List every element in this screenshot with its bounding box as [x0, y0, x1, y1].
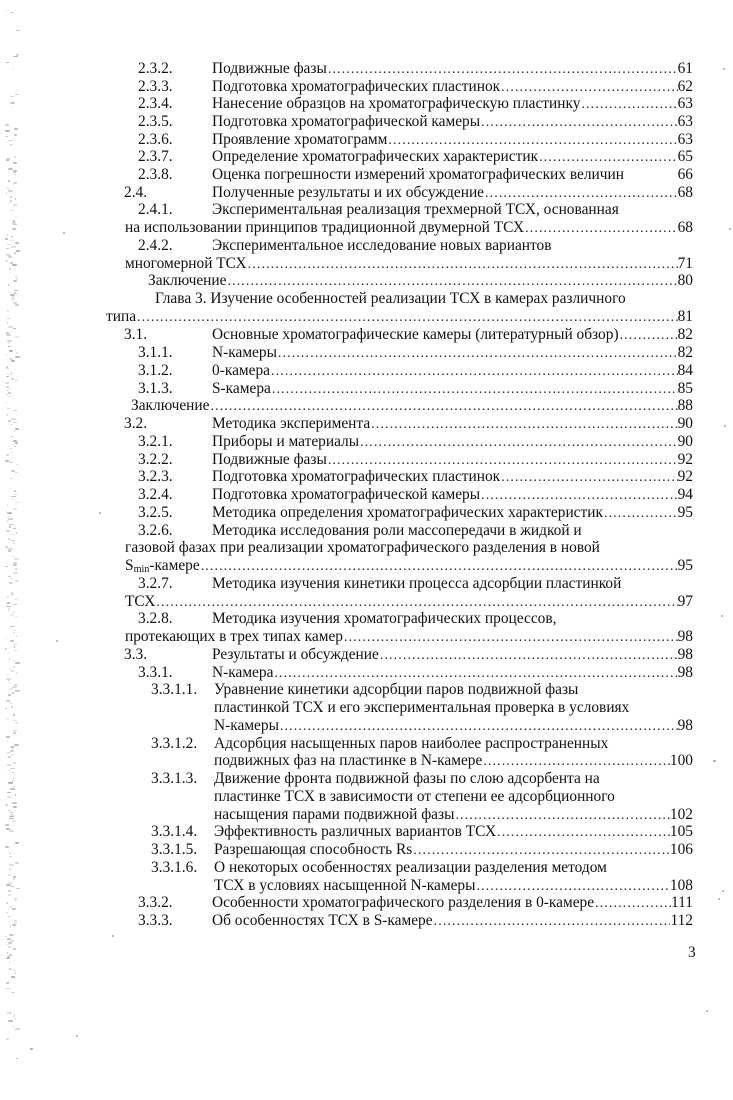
- toc-entry-page: 80: [677, 272, 693, 289]
- toc-entry-number: 3.3.1.4.: [151, 823, 198, 840]
- toc-entry[interactable]: [214, 752, 693, 771]
- toc-entry[interactable]: [212, 451, 693, 470]
- toc-entry-title: Экспериментальная реализация трехмерной ТСХ, основанная: [212, 201, 619, 218]
- toc-entry-title: Заключение: [131, 397, 210, 414]
- leader-dots: [271, 363, 678, 381]
- toc-entry[interactable]: [125, 219, 693, 238]
- toc-entry-number: 3.3.1.3.: [151, 770, 198, 787]
- toc-entry[interactable]: [212, 326, 693, 345]
- toc-entry[interactable]: [214, 859, 693, 877]
- toc-entry-title: Об особенностях ТСХ в S-камере: [212, 912, 433, 929]
- toc-entry-page: 100: [669, 752, 693, 769]
- toc-entry-title: Методика определения хроматографических характеристик: [212, 504, 603, 521]
- toc-entry-title: Подготовка хроматографической камеры: [212, 486, 481, 503]
- toc-entry-page: 63: [677, 113, 693, 130]
- toc-entry-title: Подготовка хроматографических пластинок: [212, 78, 501, 95]
- toc-entry[interactable]: [212, 433, 693, 452]
- toc-entry-number: 2.3.8.: [138, 166, 173, 183]
- toc-entry-page: 98: [677, 717, 693, 734]
- toc-entry[interactable]: [212, 415, 693, 434]
- toc-entry-number: 2.3.7.: [138, 148, 173, 165]
- toc-entry[interactable]: [212, 113, 693, 132]
- toc-entry[interactable]: [212, 522, 693, 540]
- toc-entry[interactable]: [125, 628, 693, 647]
- toc-entry-page: 62: [677, 78, 693, 95]
- toc-entry-number: 3.2.6.: [138, 522, 173, 539]
- toc-entry-number: 3.2.1.: [138, 433, 173, 450]
- toc-entry-page: 111: [671, 894, 693, 911]
- toc-entry-page: 85: [677, 380, 693, 397]
- toc-entry[interactable]: [214, 788, 693, 806]
- toc-entry-page: 82: [677, 326, 693, 343]
- toc-entry[interactable]: [212, 362, 693, 381]
- toc-entry-title: насыщения парами подвижной фазы: [214, 806, 455, 823]
- toc-entry[interactable]: [212, 912, 693, 931]
- toc-entry-page: 84: [677, 362, 693, 379]
- leader-dots: [595, 895, 671, 913]
- toc-entry-page: 95: [677, 504, 693, 521]
- toc-entry-number: 3.3.3.: [138, 912, 173, 929]
- toc-entry-title: Приборы и материалы: [212, 433, 360, 450]
- toc-entry-page: 88: [677, 397, 693, 414]
- toc-entry-title: Разрешающая способность Rs: [214, 841, 413, 858]
- toc-entry-title: типа: [106, 308, 137, 325]
- leader-dots: [360, 434, 678, 452]
- toc-entry-number: 3.3.1.5.: [151, 841, 198, 858]
- toc-entry-title: газовой фазах при реализации хроматографического разделения в новой: [125, 539, 600, 556]
- toc-entry-number: 2.3.3.: [138, 78, 173, 95]
- toc-entry[interactable]: [212, 610, 693, 628]
- toc-entry-page: 71: [677, 255, 693, 272]
- toc-entry-title: пластинке ТСХ в зависимости от степени ее адсорбционного: [214, 788, 615, 805]
- toc-entry[interactable]: [214, 877, 693, 896]
- toc-entry-number: 3.1.1.: [138, 344, 173, 361]
- toc-entry[interactable]: [212, 380, 693, 399]
- toc-entry-title: Подвижные фазы: [212, 451, 327, 468]
- leader-dots: [328, 61, 678, 79]
- toc-entry-title: N-камеры: [212, 344, 277, 361]
- toc-entry-title: ТСХ: [125, 593, 156, 610]
- toc-entry-title: $S_{min}$-камере: [125, 557, 200, 576]
- toc-entry-number: 3.1.3.: [138, 380, 173, 397]
- leader-dots: [483, 753, 670, 771]
- leader-dots: [371, 416, 677, 434]
- toc-entry-page: 98: [677, 646, 693, 663]
- toc-entry-number: 3.1.: [124, 326, 148, 343]
- toc-entry-title: Подготовка хроматографической камеры: [212, 113, 481, 130]
- toc-entry-number: 3.3.1.6.: [151, 859, 198, 876]
- toc-entry-page: 68: [677, 219, 693, 236]
- toc-entry-title: S-камера: [212, 380, 271, 397]
- toc-entry-number: 2.3.2.: [138, 60, 173, 77]
- toc-entry-title: на использовании принципов традиционной двумерной ТСХ: [125, 219, 525, 236]
- toc-entry-number: 3.2.2.: [138, 451, 173, 468]
- toc-entry-number: 2.3.4.: [138, 95, 173, 112]
- toc-entry-title: Адсорбция насыщенных паров наиболее распространенных: [214, 735, 609, 752]
- toc-entry-number: 2.4.: [124, 184, 148, 201]
- toc-entry[interactable]: [212, 344, 693, 363]
- toc-entry-page: 63: [677, 95, 693, 112]
- toc-entry[interactable]: [212, 201, 693, 219]
- toc-entry[interactable]: [212, 148, 693, 167]
- toc-entry[interactable]: [212, 166, 693, 184]
- toc-entry-page: 97: [677, 593, 693, 610]
- toc-entry-title: Основные хроматографические камеры (литературный обзор): [212, 326, 619, 343]
- toc-entry-number: 3.2.7.: [138, 575, 173, 592]
- toc-entry-page: 61: [677, 60, 693, 77]
- toc-entry[interactable]: [148, 272, 693, 291]
- toc-entry-title: пластинкой ТСХ и его экспериментальная проверка в условиях: [214, 699, 630, 716]
- toc-entry-title: Эффективность различных вариантов ТСХ: [214, 823, 497, 840]
- leader-dots: [481, 114, 678, 132]
- toc-entry-page: 90: [677, 433, 693, 450]
- toc-entry-title: Глава 3. Изучение особенностей реализации ТСХ в камерах различного: [155, 290, 626, 307]
- toc-entry-title: 0-камера: [212, 362, 270, 379]
- leader-dots: [481, 487, 678, 505]
- toc-entry-title: Методика изучения кинетики процесса адсорбции пластинкой: [212, 575, 622, 592]
- toc-entry-title: Заключение: [148, 272, 227, 289]
- leader-dots: [137, 309, 678, 327]
- toc-entry[interactable]: [212, 468, 693, 487]
- leader-dots: [201, 558, 678, 576]
- toc-entry-page: 81: [677, 308, 693, 325]
- toc-entry[interactable]: [214, 699, 693, 717]
- toc-entry[interactable]: [214, 841, 693, 860]
- toc-entry-title: Результаты и обсуждение: [212, 646, 379, 663]
- leader-dots: [497, 824, 670, 842]
- toc-entry-page: 68: [677, 184, 693, 201]
- toc-entry-page: 112: [670, 912, 693, 929]
- toc-entry-title: Движение фронта подвижной фазы по слою адсорбента на: [214, 770, 600, 787]
- leader-dots: [380, 647, 678, 665]
- toc-entry[interactable]: [212, 575, 693, 593]
- toc-entry[interactable]: [212, 95, 693, 114]
- toc-entry-number: 3.2.8.: [138, 610, 173, 627]
- toc-entry[interactable]: [212, 504, 693, 523]
- toc-entry[interactable]: [212, 131, 693, 150]
- toc-entry-title: Полученные результаты и их обсуждение: [212, 184, 485, 201]
- leader-dots: [620, 327, 678, 345]
- toc-entry-number: 3.2.5.: [138, 504, 173, 521]
- toc-entry[interactable]: [106, 308, 693, 327]
- toc-entry-page: 102: [669, 806, 693, 823]
- toc-entry-title: Подвижные фазы: [212, 60, 327, 77]
- leader-dots: [434, 913, 671, 931]
- toc-entry-number: 3.3.2.: [138, 894, 173, 911]
- leader-dots: [501, 469, 677, 487]
- toc-entry-page: 95: [677, 557, 693, 574]
- toc-entry-page: 92: [677, 451, 693, 468]
- toc-entry[interactable]: [212, 894, 693, 913]
- leader-dots: [280, 718, 678, 736]
- toc-entry[interactable]: [212, 237, 693, 255]
- toc-entry-title: многомерной ТСХ: [125, 255, 247, 272]
- toc-entry-number: 3.1.2.: [138, 362, 173, 379]
- toc-entry-number: 3.2.: [124, 415, 148, 432]
- toc-entry-title: О некоторых особенностях реализации разделения методом: [214, 859, 607, 876]
- leader-dots: [539, 149, 678, 167]
- toc-entry-number: 3.3.1.: [138, 664, 173, 681]
- toc-entry[interactable]: [212, 78, 693, 97]
- page-number-footer: 3: [688, 944, 696, 961]
- leader-dots: [413, 842, 670, 860]
- toc-entry-title: N-камера: [212, 664, 274, 681]
- toc-entry-number: 3.3.: [124, 646, 148, 663]
- toc-entry[interactable]: [155, 290, 693, 308]
- toc-entry-page: 65: [677, 148, 693, 165]
- toc-entry-title: Оценка погрешности измерений хроматографических величин: [212, 166, 624, 183]
- toc-entry[interactable]: [212, 486, 693, 505]
- toc-entry-title: Особенности хроматографического разделения в 0-камере: [212, 894, 595, 911]
- toc-entry-page: 92: [677, 468, 693, 485]
- toc-entry-number: 2.3.6.: [138, 131, 173, 148]
- toc-entry-page: 105: [669, 823, 693, 840]
- toc-entry-page: 63: [677, 131, 693, 148]
- toc-entry[interactable]: [212, 184, 693, 203]
- toc-entry[interactable]: [125, 593, 693, 612]
- toc-entry[interactable]: [131, 397, 693, 416]
- toc-entry-number: 3.2.3.: [138, 468, 173, 485]
- toc-entry[interactable]: [125, 255, 693, 274]
- toc-entry[interactable]: [212, 646, 693, 665]
- leader-dots: [604, 505, 678, 523]
- toc-entry[interactable]: [212, 664, 693, 683]
- toc-entry-title: ТСХ в условиях насыщенной N-камеры: [214, 877, 476, 894]
- leader-dots: [278, 345, 678, 363]
- toc-entry[interactable]: [214, 823, 693, 842]
- toc-entry-title: Нанесение образцов на хроматографическую пластинку: [212, 95, 581, 112]
- toc-entry-title: Определение хроматографических характеристик: [212, 148, 539, 165]
- leader-dots: [344, 629, 678, 647]
- toc-entry-page: 94: [677, 486, 693, 503]
- toc-entry[interactable]: [212, 60, 693, 79]
- leader-dots: [211, 398, 678, 416]
- toc-entry[interactable]: [214, 717, 693, 736]
- toc-entry-title: Подготовка хроматографических пластинок: [212, 468, 501, 485]
- toc-entry-title: подвижных фаз на пластинке в N-камере: [214, 752, 483, 769]
- toc-entry-title: N-камеры: [214, 717, 279, 734]
- toc-entry-number: 2.4.2.: [138, 237, 173, 254]
- toc-entry-number: 2.4.1.: [138, 201, 173, 218]
- toc-entry-title: Методика изучения хроматографических процессов,: [212, 610, 557, 627]
- toc-entry[interactable]: [214, 681, 693, 699]
- toc-entry-title: протекающих в трех типах камер: [125, 628, 343, 645]
- toc-entry-page: 82: [677, 344, 693, 361]
- toc-entry-page: 98: [677, 628, 693, 645]
- toc-entry-number: 2.3.5.: [138, 113, 173, 130]
- toc-entry-title: Уравнение кинетики адсорбции паров подвижной фазы: [214, 681, 579, 698]
- toc-entry[interactable]: [214, 770, 693, 788]
- leader-dots: [228, 273, 678, 291]
- toc-entry-title: Проявление хроматограмм: [212, 131, 388, 148]
- leader-dots: [525, 220, 677, 238]
- toc-entry-number: 3.3.1.2.: [151, 735, 198, 752]
- toc-entry-page: 98: [677, 664, 693, 681]
- leader-dots: [581, 96, 677, 114]
- toc-entry[interactable]: [214, 735, 693, 753]
- toc-entry-number: 3.3.1.1.: [151, 681, 198, 698]
- toc-entry-title: Экспериментальное исследование новых вариантов: [212, 237, 552, 254]
- toc-entry-title: Методика исследования роли массопередачи в жидкой и: [212, 522, 582, 539]
- toc-entry-title: Методика эксперимента: [212, 415, 371, 432]
- toc-entry[interactable]: [214, 806, 693, 825]
- toc-entry-page: 106: [669, 841, 693, 858]
- toc-entry-page: 66: [677, 166, 693, 183]
- toc-entry-page: 90: [677, 415, 693, 432]
- toc-entry[interactable]: [125, 539, 693, 557]
- toc-entry-number: 3.2.4.: [138, 486, 173, 503]
- toc-entry-page: 108: [669, 877, 693, 894]
